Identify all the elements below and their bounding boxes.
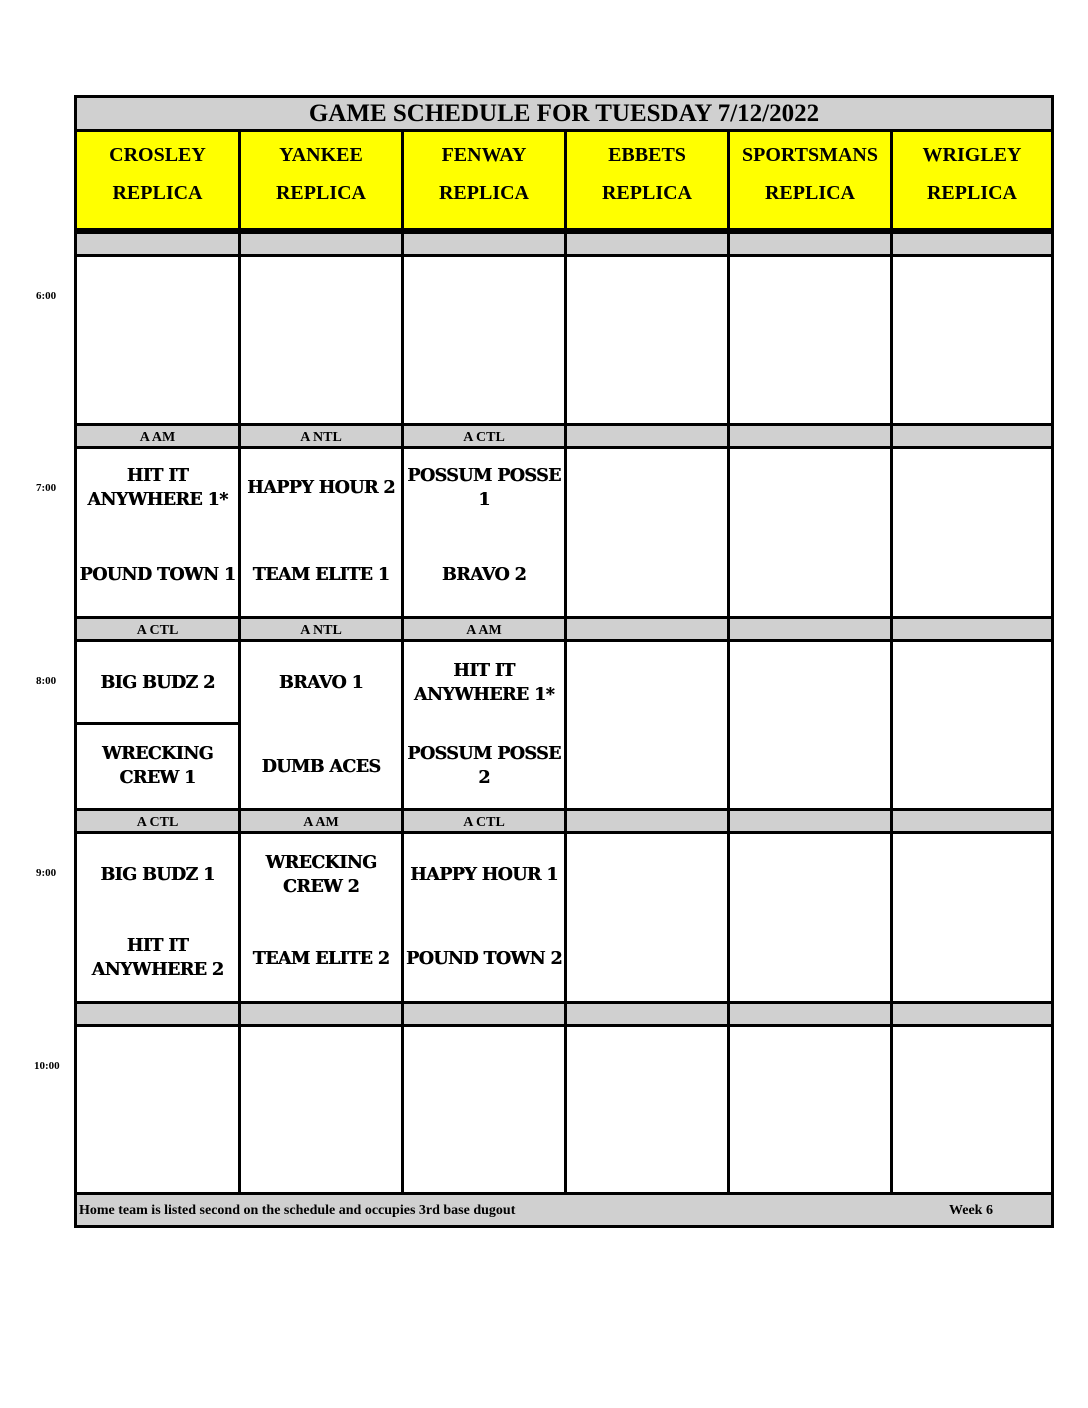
footer-bar <box>77 1192 1051 1225</box>
park-name: EBBETS <box>608 144 686 166</box>
umpire-label: A AM <box>466 623 502 638</box>
umpire-label: A NTL <box>300 623 342 638</box>
game-home-team: TEAM ELITE 2 <box>252 949 390 969</box>
column-divider <box>564 132 567 1192</box>
time-label-10: 10:00 <box>34 1060 60 1072</box>
game-away-team: HIT IT ANYWHERE 1* <box>413 661 555 705</box>
game-away-team: POSSUM POSSE 1 <box>407 466 561 510</box>
game-home-team: DUMB ACES <box>261 757 381 777</box>
game-away-team: WRECKING CREW 2 <box>265 853 377 897</box>
game-home-team: BRAVO 2 <box>441 565 527 585</box>
time-label-7: 7:00 <box>36 482 57 494</box>
umpire-label: A AM <box>303 815 339 830</box>
umpire-label: A CTL <box>463 815 505 830</box>
game-home-team: POSSUM POSSE 2 <box>407 744 561 788</box>
game-away-team: HIT IT ANYWHERE 1* <box>87 466 228 510</box>
park-header-ebbets <box>567 132 727 231</box>
footer-note: Home team is listed second on the schedule and occupies 3rd base dugout <box>79 1203 516 1218</box>
umpire-label: A CTL <box>136 815 179 830</box>
column-divider <box>238 132 241 1192</box>
schedule-table <box>74 95 1054 1228</box>
game-home-team: WRECKING CREW 1 <box>101 744 213 788</box>
game-away-team: BRAVO 1 <box>278 673 364 693</box>
game-away-team: BIG BUDZ 2 <box>100 673 215 693</box>
time-label-8: 8:00 <box>36 675 57 687</box>
column-divider <box>727 132 730 1192</box>
park-name: FENWAY <box>441 144 527 166</box>
time-label-9: 9:00 <box>36 867 57 879</box>
game-home-team: HIT IT ANYWHERE 2 <box>91 936 224 980</box>
umpire-label: A AM <box>139 430 176 445</box>
game-away-team: HAPPY HOUR 1 <box>410 865 558 885</box>
park-name: SPORTSMANS <box>742 144 878 166</box>
week-label: Week 6 <box>949 1203 993 1218</box>
park-name: YANKEE <box>279 144 363 166</box>
game-home-team: POUND TOWN 1 <box>79 565 236 585</box>
park-header-crosley <box>77 132 238 231</box>
park-sub: REPLICA <box>275 182 366 204</box>
game-home-team: POUND TOWN 2 <box>406 949 562 969</box>
park-name: CROSLEY <box>109 144 206 166</box>
park-sub: REPLICA <box>764 182 855 204</box>
park-header-yankee <box>241 132 401 231</box>
park-header-wrigley <box>893 132 1051 231</box>
umpire-label: A CTL <box>136 623 179 638</box>
cell-divider <box>77 722 238 725</box>
park-header-sportsmans <box>730 132 890 231</box>
park-header-fenway <box>404 132 564 231</box>
page-title: GAME SCHEDULE FOR TUESDAY 7/12/2022 <box>77 98 1051 132</box>
park-sub: REPLICA <box>926 182 1017 204</box>
column-divider <box>890 132 893 1192</box>
park-name: WRIGLEY <box>922 144 1022 166</box>
park-sub: REPLICA <box>438 182 529 204</box>
park-sub: REPLICA <box>601 182 692 204</box>
game-away-team: BIG BUDZ 1 <box>100 865 215 885</box>
time-label-6: 6:00 <box>36 290 57 302</box>
game-home-team: TEAM ELITE 1 <box>252 565 390 585</box>
park-sub: REPLICA <box>112 182 203 204</box>
game-away-team: HAPPY HOUR 2 <box>247 478 395 498</box>
umpire-label: A CTL <box>463 430 505 445</box>
umpire-label: A NTL <box>300 430 342 445</box>
